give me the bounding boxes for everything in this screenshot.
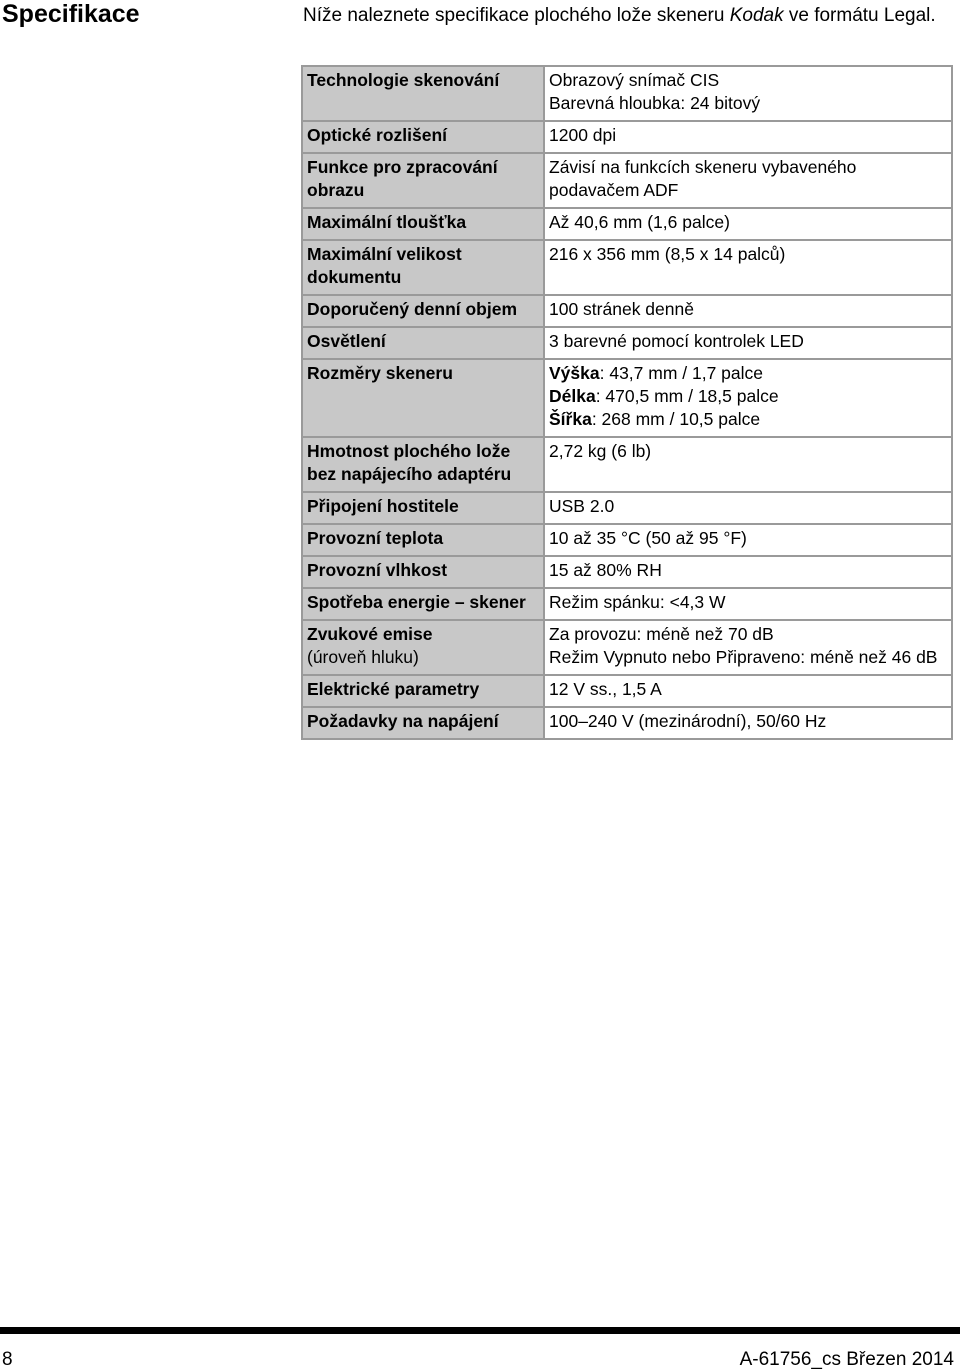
spec-value: Až 40,6 mm (1,6 palce): [544, 208, 952, 240]
spec-label-line: Hmotnost plochého lože: [307, 441, 511, 461]
page-number: 8: [2, 1349, 13, 1370]
spec-value: 216 x 356 mm (8,5 x 14 palců): [544, 240, 952, 295]
spec-value: 2,72 kg (6 lb): [544, 437, 952, 492]
spec-row-dimensions: [302, 359, 952, 437]
spec-label: Maximální tloušťka: [302, 208, 544, 240]
spec-value-line: Obrazový snímač CIS: [549, 70, 720, 90]
spec-value: USB 2.0: [544, 492, 952, 524]
spec-value-line: Závisí na funkcích skeneru vybaveného: [549, 157, 857, 177]
spec-value: 10 až 35 °C (50 až 95 °F): [544, 524, 952, 556]
dimension-height-value: : 43,7 mm / 1,7 palce: [599, 363, 764, 383]
spec-row-operating-humidity: [302, 556, 952, 588]
spec-row-daily-volume: [302, 295, 952, 327]
spec-label: Doporučený denní objem: [302, 295, 544, 327]
spec-value: 3 barevné pomocí kontrolek LED: [544, 327, 952, 359]
intro-text-before: Níže naleznete specifikace plochého lože skeneru: [303, 5, 730, 26]
spec-value: Režim spánku: <4,3 W: [544, 588, 952, 620]
spec-value-line: Barevná hloubka: 24 bitový: [549, 93, 761, 113]
spec-row-acoustic-emissions: [302, 620, 952, 675]
spec-row-image-processing: [302, 153, 952, 208]
spec-label-line: obrazu: [307, 180, 365, 200]
spec-label: [302, 620, 544, 675]
intro-text-after: ve formátu Legal.: [783, 5, 936, 26]
spec-label: [302, 153, 544, 208]
intro-brand: Kodak: [729, 5, 784, 26]
spec-label: Optické rozlišení: [302, 121, 544, 153]
section-title: Specifikace: [2, 0, 140, 28]
dimension-length-value: : 470,5 mm / 18,5 palce: [595, 386, 779, 406]
spec-row-resolution: [302, 121, 952, 153]
spec-label: Spotřeba energie – skener: [302, 588, 544, 620]
footer-divider: [0, 1327, 960, 1334]
spec-value-line: Režim Vypnuto nebo Připraveno: méně než 46 dB: [549, 647, 938, 667]
spec-row-host-connection: [302, 492, 952, 524]
spec-value-line: Za provozu: méně než 70 dB: [549, 624, 774, 644]
spec-value: [544, 66, 952, 121]
spec-row-power-requirements: [302, 707, 952, 739]
dimension-height-label: Výška: [549, 363, 600, 383]
dimension-width-label: Šířka: [549, 409, 592, 429]
spec-label-line: (úroveň hluku): [307, 647, 419, 667]
spec-label-line: dokumentu: [307, 267, 402, 287]
spec-label: Technologie skenování: [302, 66, 544, 121]
spec-row-max-thickness: [302, 208, 952, 240]
spec-label: Požadavky na napájení: [302, 707, 544, 739]
spec-row-electrical: [302, 675, 952, 707]
spec-label: Provozní teplota: [302, 524, 544, 556]
spec-label: Provozní vlhkost: [302, 556, 544, 588]
spec-label-line: bez napájecího adaptéru: [307, 464, 512, 484]
intro-paragraph: [303, 4, 943, 27]
dimension-length: [549, 385, 947, 408]
spec-label: Připojení hostitele: [302, 492, 544, 524]
spec-label: [302, 437, 544, 492]
spec-row-weight: [302, 437, 952, 492]
spec-row-max-size: [302, 240, 952, 295]
spec-row-lighting: [302, 327, 952, 359]
spec-value: [544, 359, 952, 437]
spec-row-technology: [302, 66, 952, 121]
spec-label-line: Maximální velikost: [307, 244, 462, 264]
spec-label-line: Funkce pro zpracování: [307, 157, 498, 177]
spec-label: Osvětlení: [302, 327, 544, 359]
spec-label: [302, 240, 544, 295]
spec-value: 1200 dpi: [544, 121, 952, 153]
spec-label: Elektrické parametry: [302, 675, 544, 707]
spec-value-line: podavačem ADF: [549, 180, 679, 200]
dimension-length-label: Délka: [549, 386, 596, 406]
spec-value: [544, 153, 952, 208]
spec-value: 100–240 V (mezinárodní), 50/60 Hz: [544, 707, 952, 739]
dimension-width: [549, 408, 947, 431]
spec-row-power-consumption: [302, 588, 952, 620]
document-id: A-61756_cs Březen 2014: [739, 1349, 954, 1370]
dimension-width-value: : 268 mm / 10,5 palce: [591, 409, 761, 429]
spec-value: 12 V ss., 1,5 A: [544, 675, 952, 707]
spec-value: 15 až 80% RH: [544, 556, 952, 588]
spec-value: 100 stránek denně: [544, 295, 952, 327]
dimension-height: [549, 362, 947, 385]
spec-label-line: Zvukové emise: [307, 624, 433, 644]
spec-table: [301, 65, 953, 740]
spec-value: [544, 620, 952, 675]
spec-row-operating-temperature: [302, 524, 952, 556]
spec-label: Rozměry skeneru: [302, 359, 544, 437]
